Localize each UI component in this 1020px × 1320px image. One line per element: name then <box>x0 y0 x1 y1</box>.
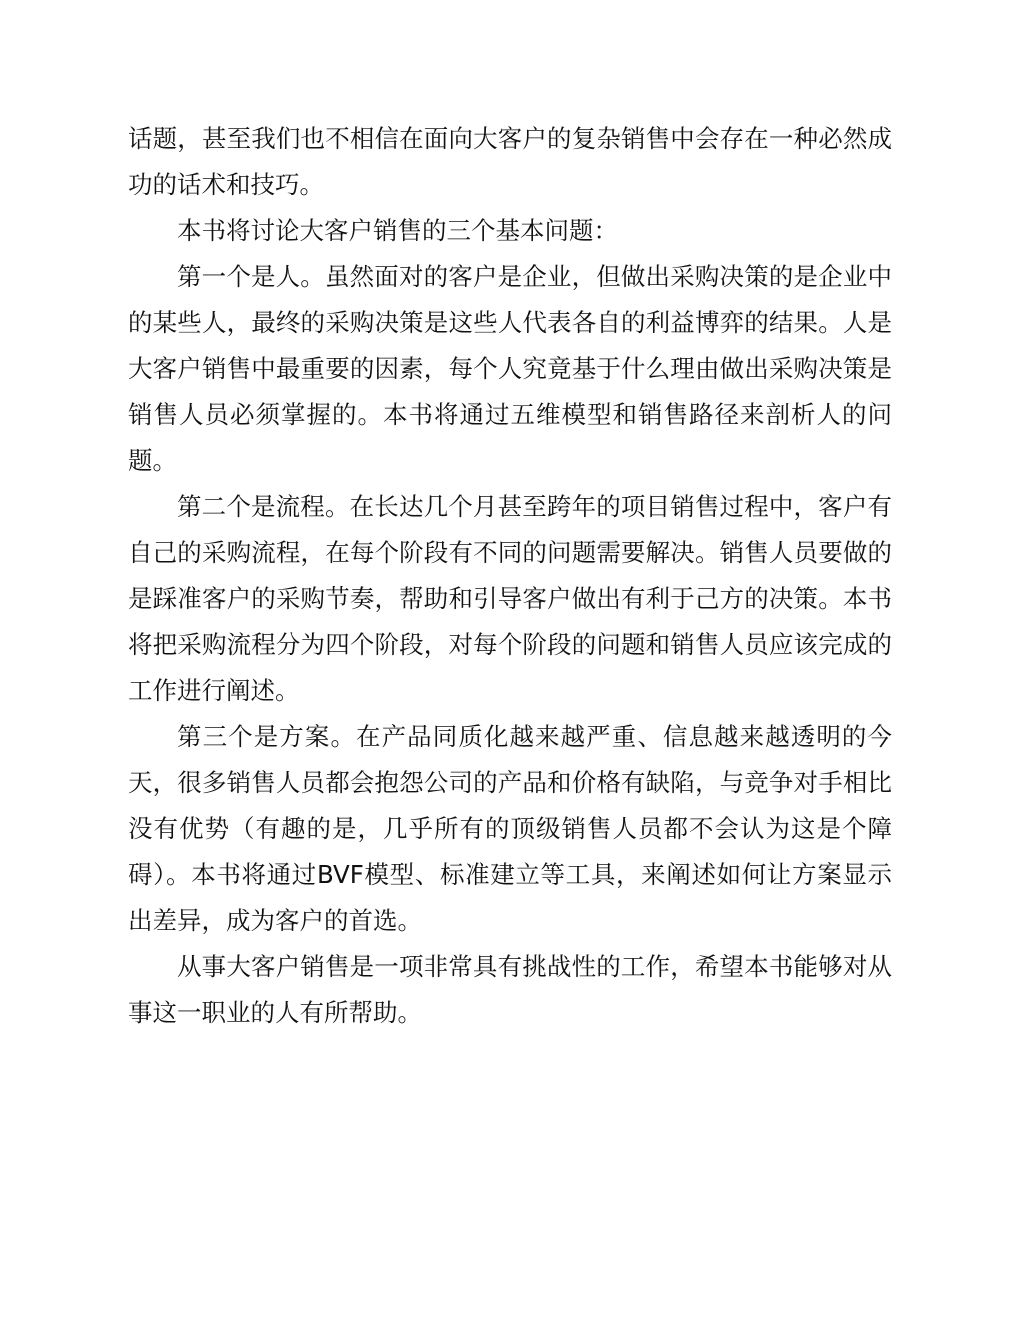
document-page <box>128 116 892 1036</box>
paragraph-process: 第二个是流程。在长达几个月甚至跨年的项目销售过程中，客户有自己的采购流程，在每个阶段有不同的问题需要解决。销售人员要做的是踩准客户的采购节奏，帮助和引导客户做出有利于己方的决策。本书将把采购流程分为四个阶段，对每个阶段的问题和销售人员应该完成的工作进行阐述。 <box>128 492 892 705</box>
paragraph-solution: 第三个是方案。在产品同质化越来越严重、信息越来越透明的今天，很多销售人员都会抱怨公司的产品和价格有缺陷，与竞争对手相比没有优势（有趣的是，几乎所有的顶级销售人员都不会认为这是个障碍）。本书将通过BVF模型、标准建立等工具，来阐述如何让方案显示出差异，成为客户的首选。 <box>128 722 892 935</box>
paragraph-intro: 本书将讨论大客户销售的三个基本问题： <box>177 216 618 245</box>
paragraph-people: 第一个是人。虽然面对的客户是企业，但做出采购决策的是企业中的某些人，最终的采购决策是这些人代表各自的利益博弈的结果。人是大客户销售中最重要的因素，每个人究竟基于什么理由做出采购决策是销售人员必须掌握的。本书将通过五维模型和销售路径来剖析人的问题。 <box>128 262 892 475</box>
paragraph-continuation: 话题，甚至我们也不相信在面向大客户的复杂销售中会存在一种必然成功的话术和技巧。 <box>128 124 892 199</box>
paragraph-closing: 从事大客户销售是一项非常具有挑战性的工作，希望本书能够对从事这一职业的人有所帮助。 <box>128 952 892 1027</box>
